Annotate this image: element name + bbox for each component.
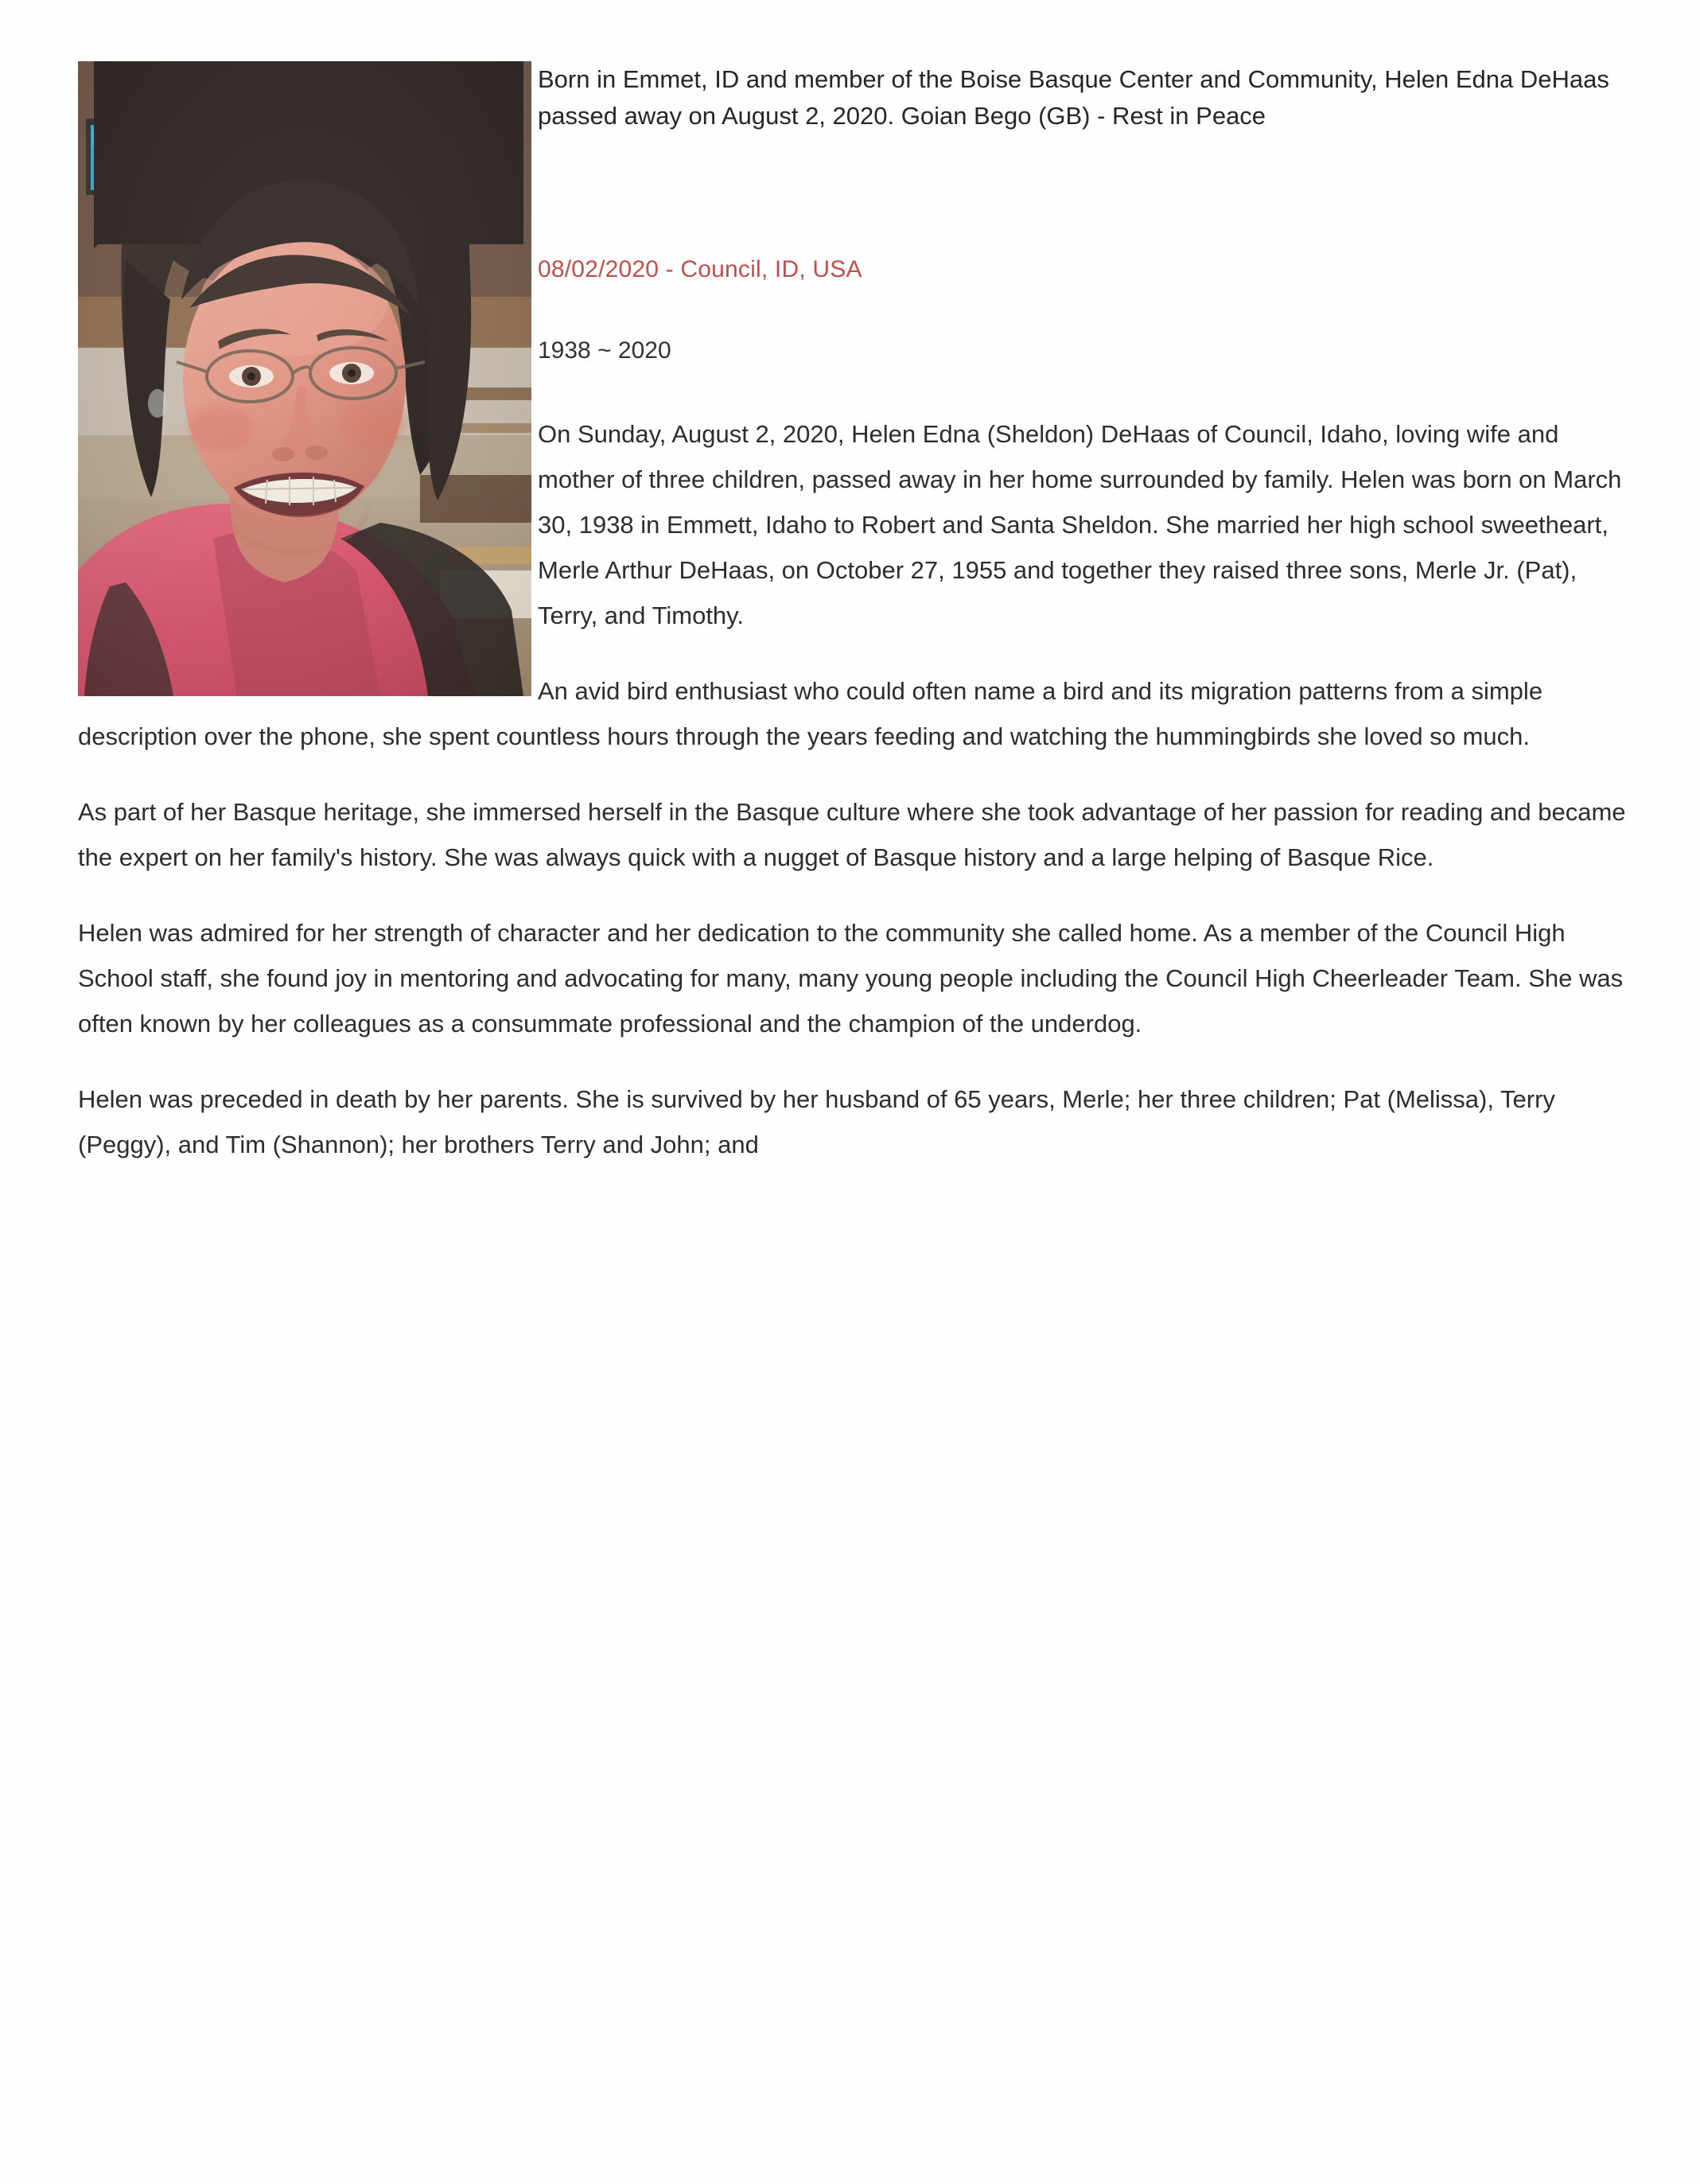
photo-float-spacer [78, 61, 538, 690]
life-years-line: 1938 ~ 2020 [538, 337, 671, 364]
body-paragraph-5: Helen was preceded in death by her parents. She is survived by her husband of 65 years, Merle; her three children; Pat (Melissa), Terry (Peggy), and Tim (Shannon); her brothers Terry and John; and [78, 1085, 1555, 1158]
obituary-text-column [78, 61, 1641, 1167]
body-paragraph-1: On Sunday, August 2, 2020, Helen Edna (Sheldon) DeHaas of Council, Idaho, loving wife and mother of three children, passed away in her home surrounded by family. Helen was born on March 30, 1938 in Emmett, Idaho to Robert and Santa Sheldon. She married her high school sweetheart, Merle Arthur DeHaas, on October 27, 1955 and together they raised three sons, Merle Jr. (Pat), Terry, and Timothy. [538, 420, 1622, 629]
scanner-ghost-artifact [183, 21, 899, 45]
body-paragraph-4: Helen was admired for her strength of character and her dedication to the community she called home. As a member of the Council High School staff, she found joy in mentoring and advocating for many, many young people including the Council High Cheerleader Team. She was often known by her colleagues as a consummate professional and the champion of the underdog. [78, 919, 1624, 1037]
date-location-line: 08/02/2020 - Council, ID, USA [538, 256, 862, 282]
body-paragraph-3: As part of her Basque heritage, she immersed herself in the Basque culture where she took advantage of her passion for reading and became the expert on her family's history. She was always quick with a nugget of Basque history and a large helping of Basque Rice. [78, 798, 1626, 871]
body-paragraph-2: An avid bird enthusiast who could often name a bird and its migration patterns from a simple description over the phone, she spent countless hours through the years feeding and watching the hummingbirds she loved so much. [78, 677, 1543, 750]
lede-text: Born in Emmet, ID and member of the Boise Basque Center and Community, Helen Edna DeHaas passed away on August 2, 2020. Goian Bego (GB) - Rest in Peace [538, 65, 1609, 130]
lede-paragraph [78, 61, 1641, 134]
